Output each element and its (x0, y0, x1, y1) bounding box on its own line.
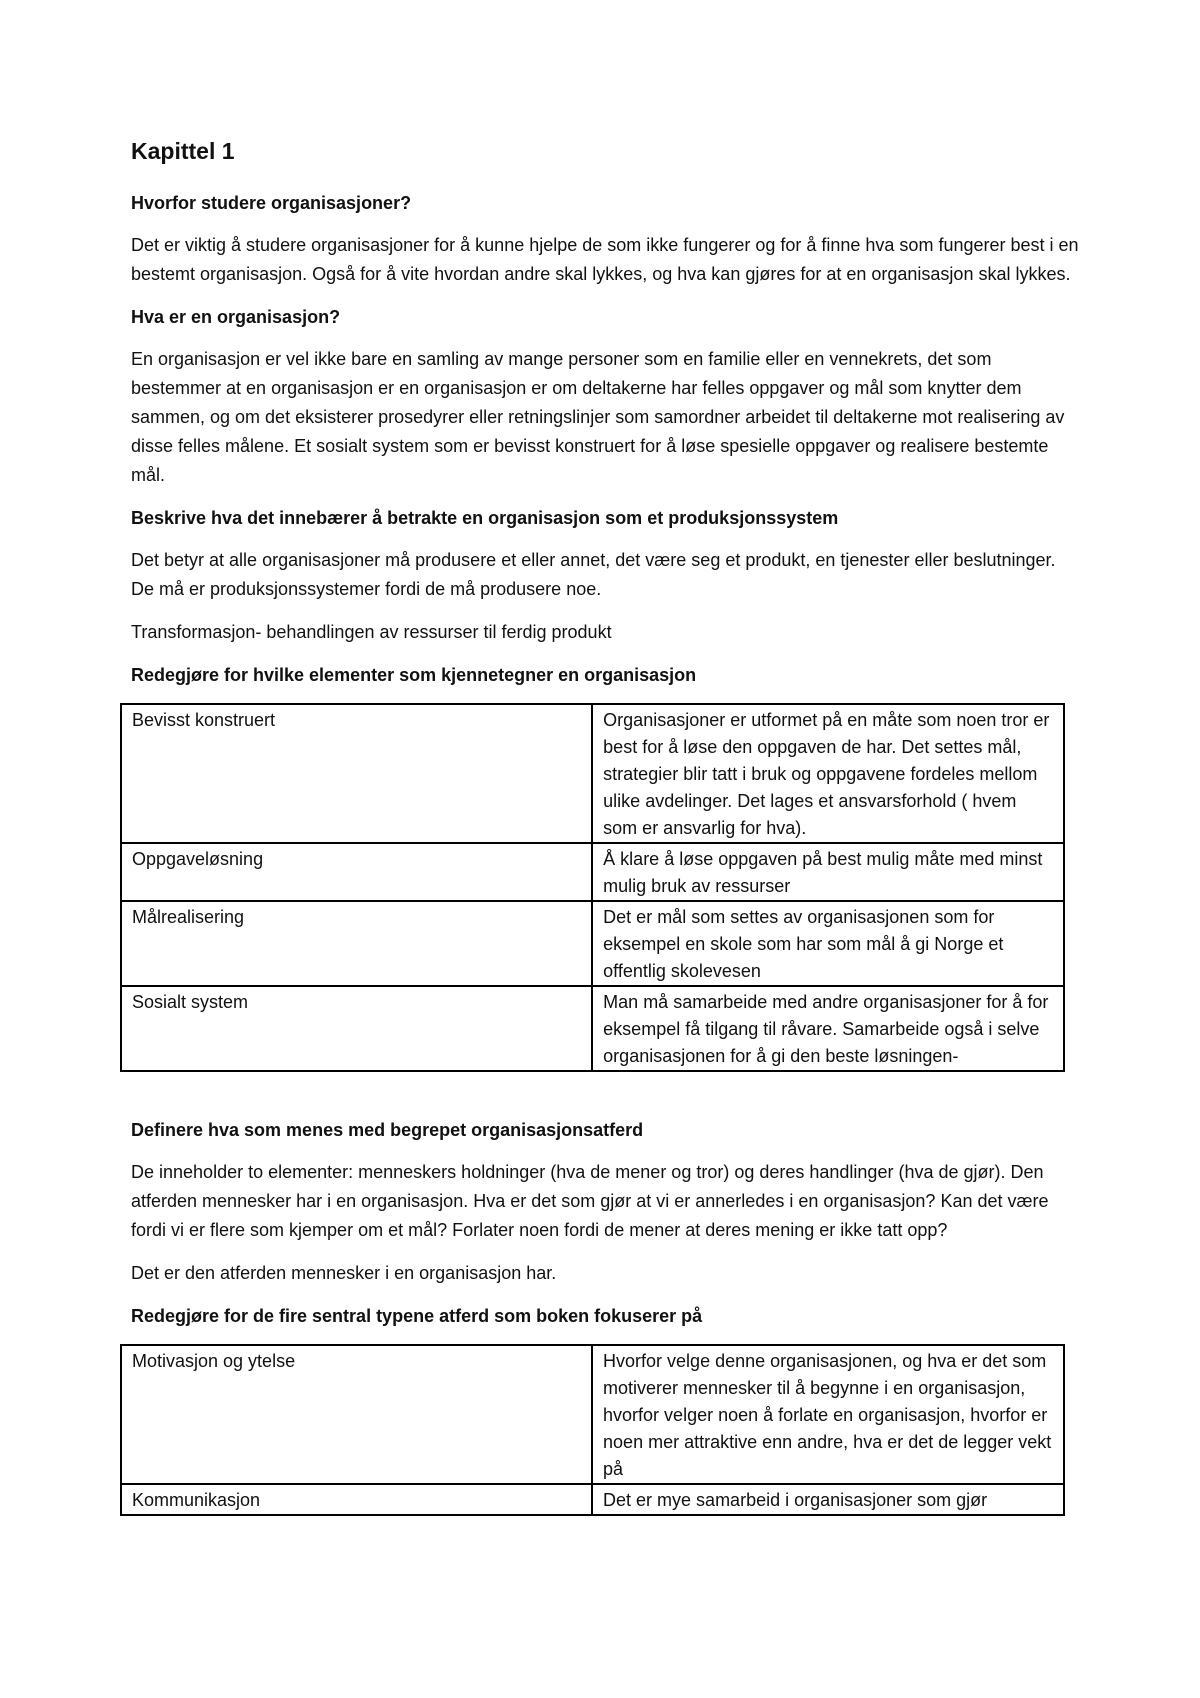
table-cell-description: Det er mål som settes av organisasjonen som for eksempel en skole som har som mål å gi Norge et offentlig skolevesen (592, 901, 1064, 986)
table-cell-term: Sosialt system (121, 986, 592, 1071)
paragraph-production: Det betyr at alle organisasjoner må produsere et eller annet, det være seg et produkt, en tjenester eller beslutninger. De må er produksjonssystemer fordi de må produsere noe. (131, 550, 1056, 599)
paragraph-behavior-summary: Det er den atferden mennesker i en organisasjon har. (131, 1263, 557, 1283)
heading-four-types: Redegjøre for de fire sentral typene atferd som boken fokuserer på (131, 1306, 703, 1326)
table-row (121, 901, 1064, 986)
table-cell-term: Oppgaveløsning (121, 843, 592, 901)
heading-what: Hva er en organisasjon? (131, 307, 341, 327)
table-row (121, 843, 1064, 901)
paragraph-behavior: De inneholder to elementer: menneskers holdninger (hva de mener og tror) og deres handlinger (hva de gjør). Den atferden mennesker har i en organisasjon. Hva er det som gjør at vi er annerledes i en organisasjon? Kan det være fordi vi er flere som kjemper om et mål? Forlater noen fordi de mener at deres mening er ikke tatt opp? (131, 1162, 1049, 1240)
table-row (121, 1345, 1064, 1484)
table-cell-description (592, 1484, 1064, 1515)
elements-table (120, 703, 1065, 1072)
table-cell-description: Man må samarbeide med andre organisasjoner for å for eksempel få tilgang til råvare. Samarbeide også i selve organisasjonen for å gi den beste løsningen- (592, 986, 1064, 1071)
chapter-title: Kapittel 1 (131, 138, 235, 164)
table-cell-description: Organisasjoner er utformet på en måte som noen tror er best for å løse den oppgaven de har. Det settes mål, strategier blir tatt i bruk og oppgavene fordeles mellom ulike avdelinger. Det lages et ansvarsforhold ( hvem som er ansvarlig for hva). (592, 704, 1064, 843)
table-row (121, 986, 1064, 1071)
paragraph-transformation: Transformasjon- behandlingen av ressurser til ferdig produkt (131, 622, 612, 642)
heading-behavior: Definere hva som menes med begrepet organisasjonsatferd (131, 1120, 644, 1140)
paragraph-why: Det er viktig å studere organisasjoner for å kunne hjelpe de som ikke fungerer og for å finne hva som fungerer best i en bestemt organisasjon. Også for å vite hvordan andre skal lykkes, og hva kan gjøres for at en organisasjon skal lykkes. (131, 235, 1079, 284)
table-cell-term: Bevisst konstruert (121, 704, 592, 843)
table-cell-description: Å klare å løse oppgaven på best mulig måte med minst mulig bruk av ressurser (592, 843, 1064, 901)
table-row (121, 1484, 1064, 1515)
behavior-types-table (120, 1344, 1065, 1516)
table-cell-term: Motivasjon og ytelse (121, 1345, 592, 1484)
paragraph-what: En organisasjon er vel ikke bare en samling av mange personer som en familie eller en vennekrets, det som bestemmer at en organisasjon er en organisasjon er om deltakerne har felles oppgaver og mål som knytter dem sammen, og om det eksisterer prosedyrer eller retningslinjer som samordner arbeidet til deltakerne mot realisering av disse felles målene. Et sosialt system som er bevisst konstruert for å løse spesielle oppgaver og realisere bestemte mål. (131, 349, 1065, 485)
heading-production: Beskrive hva det innebærer å betrakte en organisasjon som et produksjonssystem (131, 508, 839, 528)
heading-elements: Redegjøre for hvilke elementer som kjennetegner en organisasjon (131, 665, 697, 685)
table-cell-term: Målrealisering (121, 901, 592, 986)
table-cell-term: Kommunikasjon (121, 1484, 592, 1515)
table-cell-description: Hvorfor velge denne organisasjonen, og hva er det som motiverer mennesker til å begynne i en organisasjon, hvorfor velger noen å forlate en organisasjon, hvorfor er noen mer attraktive enn andre, hva er det de legger vekt på (592, 1345, 1064, 1484)
heading-why: Hvorfor studere organisasjoner? (131, 193, 412, 213)
table-row (121, 704, 1064, 843)
table-cell-description-text: Det er mye samarbeid i organisasjoner som gjør (603, 1490, 988, 1510)
